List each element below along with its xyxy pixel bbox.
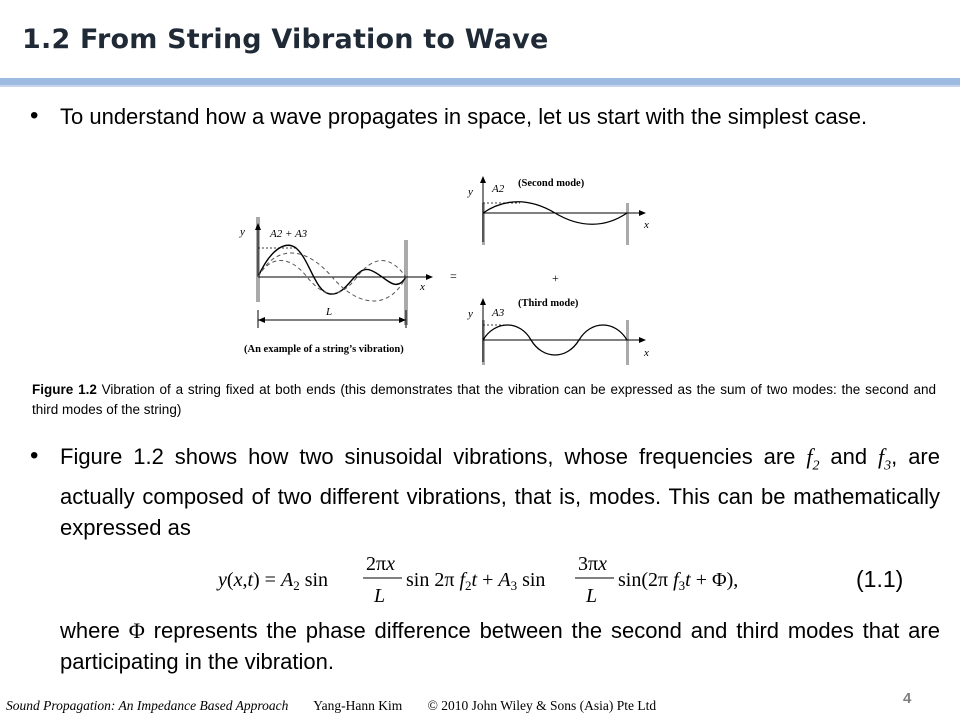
- left-diagram-caption: (An example of a string’s vibration): [244, 344, 404, 355]
- svg-text:x: x: [644, 347, 649, 359]
- wave-equation: [216, 548, 776, 612]
- svg-text:sin 2π f2t + A3 sin: sin 2π $f_2t + A_3$ sin: [406, 569, 546, 593]
- footer-author: Yang-Hann Kim: [313, 698, 403, 713]
- slide-title: 1.2 From String Vibration to Wave: [22, 24, 549, 55]
- bullet-marker-2: •: [30, 442, 39, 469]
- second-mode-label: (Second mode): [518, 178, 585, 189]
- title-underline: [0, 78, 960, 85]
- svg-text:y(x,t) = A2 sin: $y(x,t) = A_2$ sin: [218, 569, 329, 593]
- second-mode-diagram: [467, 176, 649, 245]
- third-mode-diagram: [467, 298, 649, 365]
- composite-vibration-diagram: [239, 217, 433, 355]
- equals-sign: =: [450, 269, 457, 283]
- svg-text:x: x: [644, 219, 649, 231]
- string-vibration-figure: [230, 170, 710, 370]
- footer: [6, 698, 678, 714]
- svg-text:2πx: 2πx: [366, 553, 395, 575]
- second-mode-amplitude: A2: [492, 183, 505, 195]
- bullet-text-2: Figure 1.2 shows how two sinusoidal vibrations, whose frequencies are $f_2$ and $f_3$, are actually composed of two different vibrations, that is, modes. This can be mathematically expressed as: [60, 444, 940, 541]
- composite-curve: [258, 245, 406, 294]
- svg-text:L: L: [374, 585, 386, 607]
- y-axis-arrow: [255, 223, 261, 230]
- length-label: L: [326, 306, 333, 318]
- figure-caption: [32, 380, 936, 420]
- title-underline-light: [0, 85, 960, 87]
- svg-text:L: L: [586, 585, 598, 607]
- svg-text:y: y: [468, 308, 473, 320]
- left-amplitude-label: A2 + A3: [270, 228, 308, 240]
- equation-number: (1.1): [856, 566, 904, 592]
- footer-copyright: © 2010 John Wiley & Sons (Asia) Pte Ltd: [427, 698, 657, 713]
- svg-text:y: y: [468, 186, 473, 198]
- caption-label: Figure 1.2: [32, 382, 97, 397]
- x-axis-arrow: [426, 274, 433, 280]
- caption-text: Vibration of a string fixed at both ends (this demonstrates that the vibration can be expressed as the sum of two modes: the second and third modes of the string): [32, 382, 936, 417]
- third-mode-amplitude: A3: [492, 307, 505, 319]
- plus-sign: +: [552, 271, 559, 285]
- svg-text:sin(2π f3t + Φ),: sin(2π $f_3t + \Phi$),: [618, 569, 739, 593]
- page-number: 4: [903, 690, 912, 707]
- left-y-label: y: [240, 226, 245, 238]
- footer-book-title: Sound Propagation: An Impedance Based Approach: [6, 698, 289, 713]
- third-mode-label: (Third mode): [518, 298, 579, 309]
- bullet-marker-1: •: [30, 102, 39, 129]
- left-x-label: x: [420, 281, 425, 293]
- phase-description: where Φ represents the phase difference between the second and third modes that are participating in the vibration.: [60, 618, 940, 674]
- bullet-text-1: To understand how a wave propagates in space, let us start with the simplest case.: [60, 104, 868, 129]
- svg-text:3πx: 3πx: [578, 553, 607, 575]
